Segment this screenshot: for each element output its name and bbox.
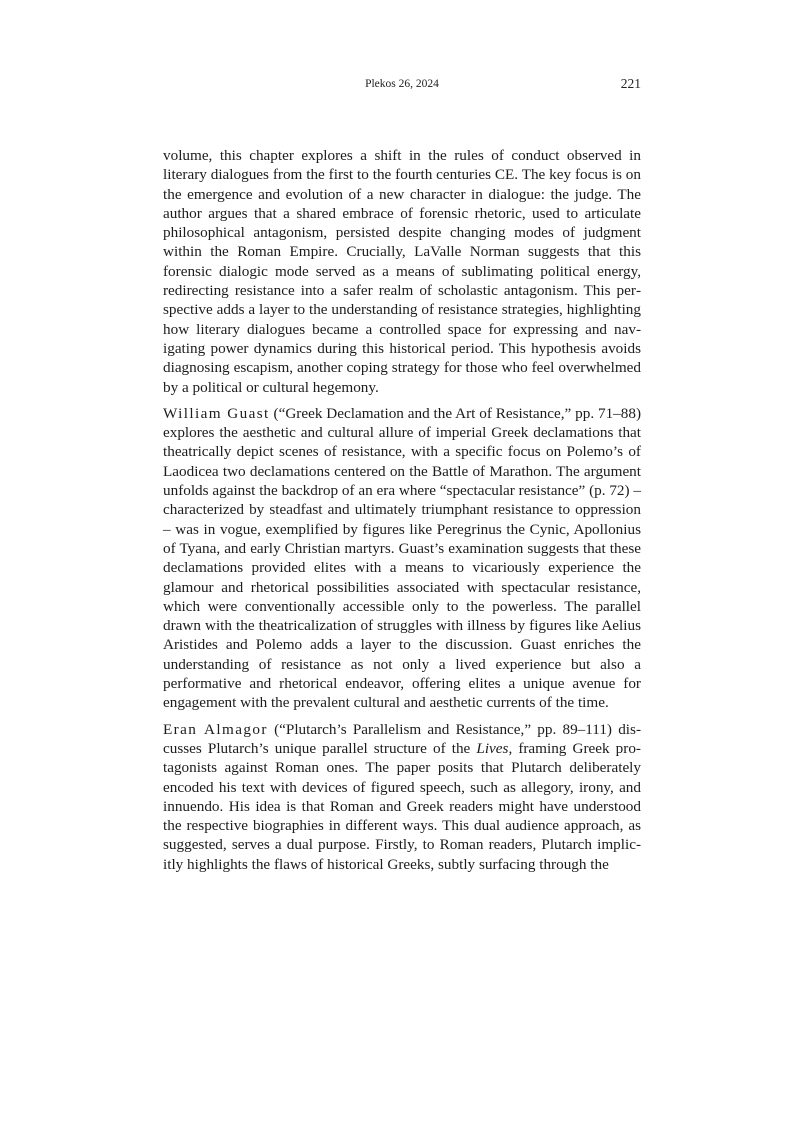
author-name: William Guast [163, 404, 270, 422]
page-number: 221 [620, 76, 641, 91]
paragraph-lavalle-norman [163, 146, 641, 397]
body-text [163, 146, 641, 881]
running-head [163, 76, 641, 94]
paragraph-text: (“Plutarch’s Parallelism and Resistance,” pp. 89–111) discusses Plutarch’s unique parallel structure of the [163, 720, 642, 757]
paragraph-text: , framing Greek protagonists against Roman ones. The paper posits that Plutarch deliberately encoded his text with devices of figured speech, such as allegory, irony, and innuendo. His idea is that Roman and Greek readers might have understood the respective biographies in different ways. This dual audience approach, as suggested, serves a dual purpose. Firstly, to Roman readers, Plutarch implicitly highlights the flaws of historical Greeks, subtly surfacing through the [163, 739, 641, 873]
author-name: Eran Almagor [163, 720, 268, 738]
journal-title: Plekos 26, 2024 [365, 78, 439, 90]
paragraph-almagor [163, 720, 641, 874]
paragraph-text: volume, this chapter explores a shift in the rules of conduct observed in literary dialogues from the first to the fourth centuries CE. The key focus is on the emergence and evolution of a new character in dialogue: the judge. The author argues that a shared embrace of forensic rhetoric, used to articulate philosophical antagonism, persisted despite changing modes of judgment within the Roman Empire. Crucially, LaValle Norman suggests that this forensic dialogic mode served as a means of sublimating political energy, redirecting resistance into a safer realm of scholastic antagonism. This perspective adds a layer to the understanding of resistance strategies, highlighting how literary dialogues became a controlled space for expressing and navigating power dynamics during this historical period. This hypothesis avoids diagnosing escapism, another coping strategy for those who feel overwhelmed by a political or cultural hegemony. [163, 147, 641, 396]
paragraph-guast [163, 404, 641, 713]
work-title-italic: Lives [476, 739, 509, 757]
paragraph-text: (“Greek Declamation and the Art of Resistance,” pp. 71–88) explores the aesthetic and cultural allure of imperial Greek declamations that theatrically depict scenes of resistance, with a specific focus on Polemo’s of Laodicea two declamations centered on the Battle of Marathon. The argument unfolds against the backdrop of an era where “spectacular resistance” (p. 72) – characterized by steadfast and ultimately triumphant resistance to oppression – was in vogue, exemplified by figures like Peregrinus the Cynic, Apollonius of Tyana, and early Christian martyrs. Guast’s examination suggests that these declamations provided elites with a means to vicariously experience the glamour and rhetorical possibilities associated with spectacular resistance, which were conventionally accessible only to the powerless. The parallel drawn with the theatricalization of struggles with illness by figures like Aelius Aristides and Polemo adds a layer to the discussion. Guast enriches the understanding of resistance as not only a lived experience but also a performative and rhetorical endeavor, offering elites a unique avenue for engagement with the prevalent cultural and aesthetic currents of the time. [163, 404, 642, 712]
